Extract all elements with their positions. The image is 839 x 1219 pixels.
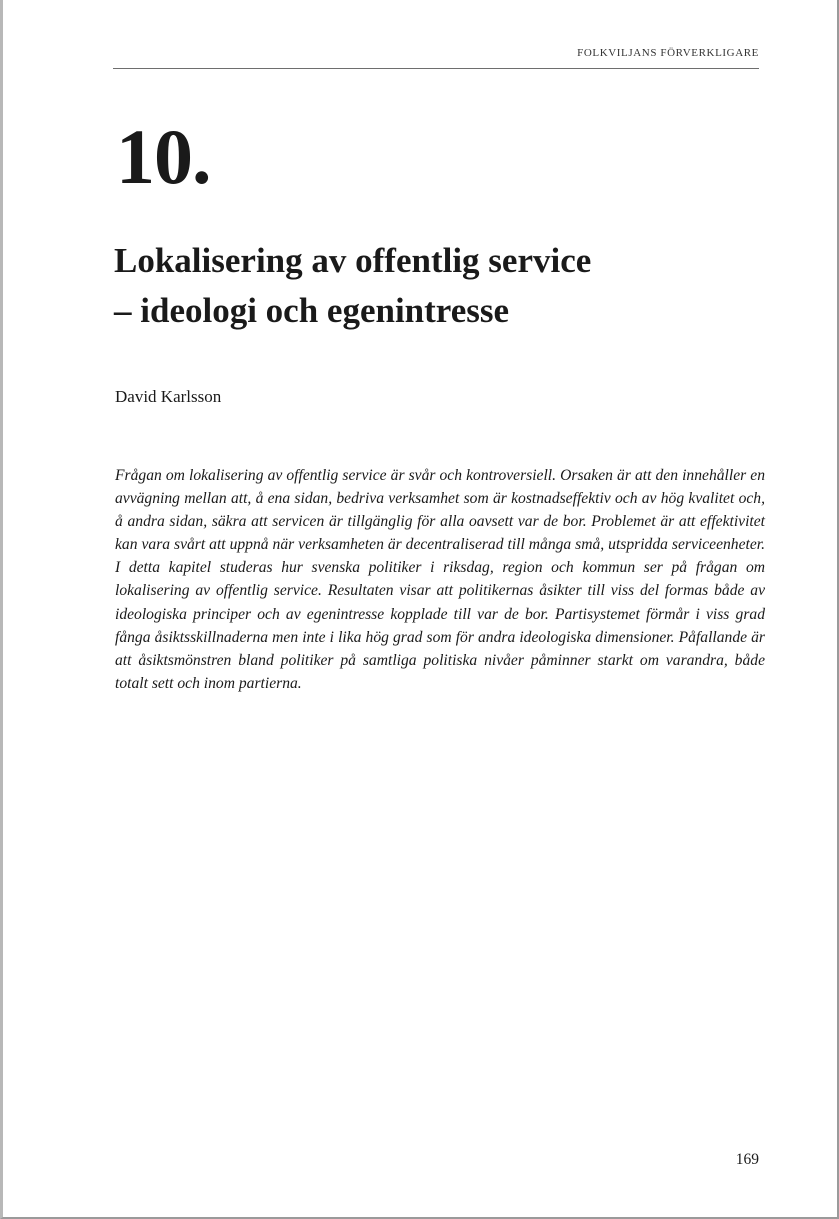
chapter-title-line-2: – ideologi och egenintresse bbox=[114, 291, 510, 330]
chapter-title bbox=[114, 236, 734, 336]
chapter-title-line-1: Lokalisering av offentlig service bbox=[114, 241, 592, 280]
header-rule bbox=[113, 68, 759, 69]
chapter-number: 10. bbox=[116, 113, 211, 200]
running-header: FOLKVILJANS FÖRVERKLIGARE bbox=[577, 47, 759, 59]
author-name: David Karlsson bbox=[115, 387, 222, 406]
chapter-abstract: Frågan om lokalisering av offentlig service är svår och kontroversiell. Orsaken är att den innehåller en avvägning mellan att, å ena sidan, bedriva verksamhet som är kostnadseffektiv och av hög kvalitet och, å andra sidan, säkra att servicen är tillgänglig för alla oavsett var de bor. Problemet är att effektivitet kan vara svårt att uppnå när verksamheten är decentraliserad till många små, utspridda serviceenheter. I detta kapitel studeras hur svenska politiker i riksdag, region och kommun ser på frågan om lokalisering av offentlig service. Resultaten visar att politikernas åsikter till viss del formas både av ideologiska principer och av egenintresse kopplade till var de bor. Partisystemet förmår i viss grad fånga åsiktsskillnaderna men inte i lika hög grad som för andra ideologiska dimensioner. Påfallande är att åsiktsmönstren bland politiker på samtliga politiska nivåer påminner starkt om varandra, både totalt sett och inom partierna. bbox=[115, 467, 765, 692]
page-number: 169 bbox=[735, 1151, 759, 1168]
